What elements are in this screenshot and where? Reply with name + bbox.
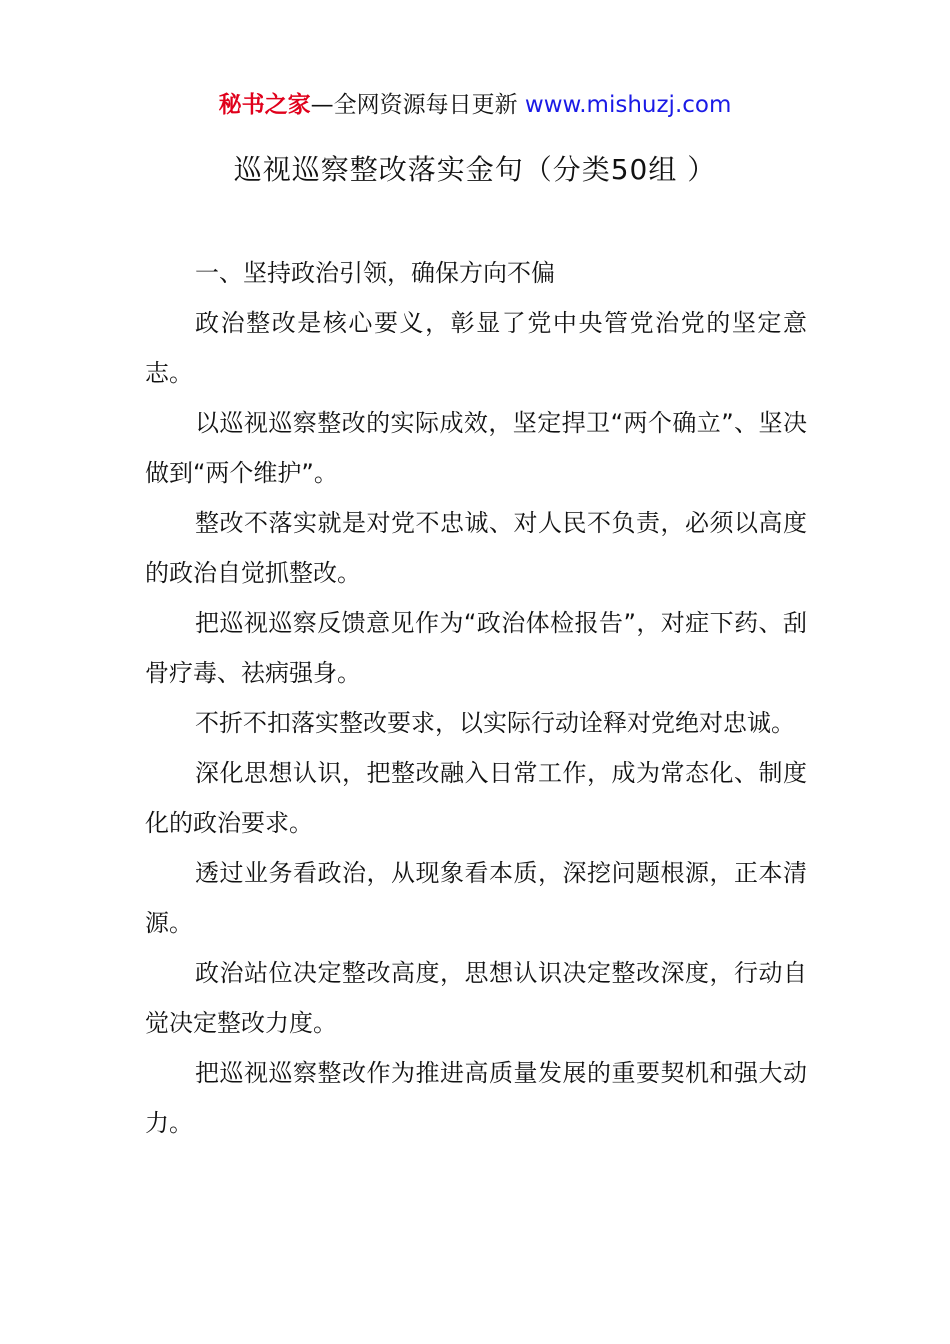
document-title: 巡视巡察整改落实金句（分类50组 ） (233, 153, 717, 186)
paragraph: 把巡视巡察整改作为推进高质量发展的重要契机和强大动力。 (145, 1059, 807, 1137)
paragraph: 政治站位决定整改高度，思想认识决定整改深度，行动自觉决定整改力度。 (145, 959, 807, 1037)
brand-name: 秘书之家 (218, 92, 311, 118)
document-body (145, 248, 807, 1148)
paragraph: 以巡视巡察整改的实际成效，坚定捍卫“两个确立”、坚决做到“两个维护”。 (145, 409, 807, 487)
paragraph: 不折不扣落实整改要求，以实际行动诠释对党绝对忠诚。 (195, 709, 795, 737)
paragraph: 整改不落实就是对党不忠诚、对人民不负责，必须以高度的政治自觉抓整改。 (145, 509, 807, 587)
paragraph: 把巡视巡察反馈意见作为“政治体检报告”，对症下药、刮骨疗毒、祛病强身。 (145, 609, 807, 687)
banner-tagline: —全网资源每日更新 (310, 92, 518, 118)
paragraph: 透过业务看政治，从现象看本质，深挖问题根源，正本清源。 (145, 859, 807, 937)
site-url-link[interactable]: www.mishuzj.com (524, 92, 732, 118)
site-banner (0, 88, 950, 122)
paragraph: 深化思想认识，把整改融入日常工作，成为常态化、制度化的政治要求。 (145, 759, 807, 837)
section-heading: 一、坚持政治引领，确保方向不偏 (195, 259, 555, 287)
paragraph: 政治整改是核心要义，彰显了党中央管党治党的坚定意志。 (145, 309, 807, 387)
